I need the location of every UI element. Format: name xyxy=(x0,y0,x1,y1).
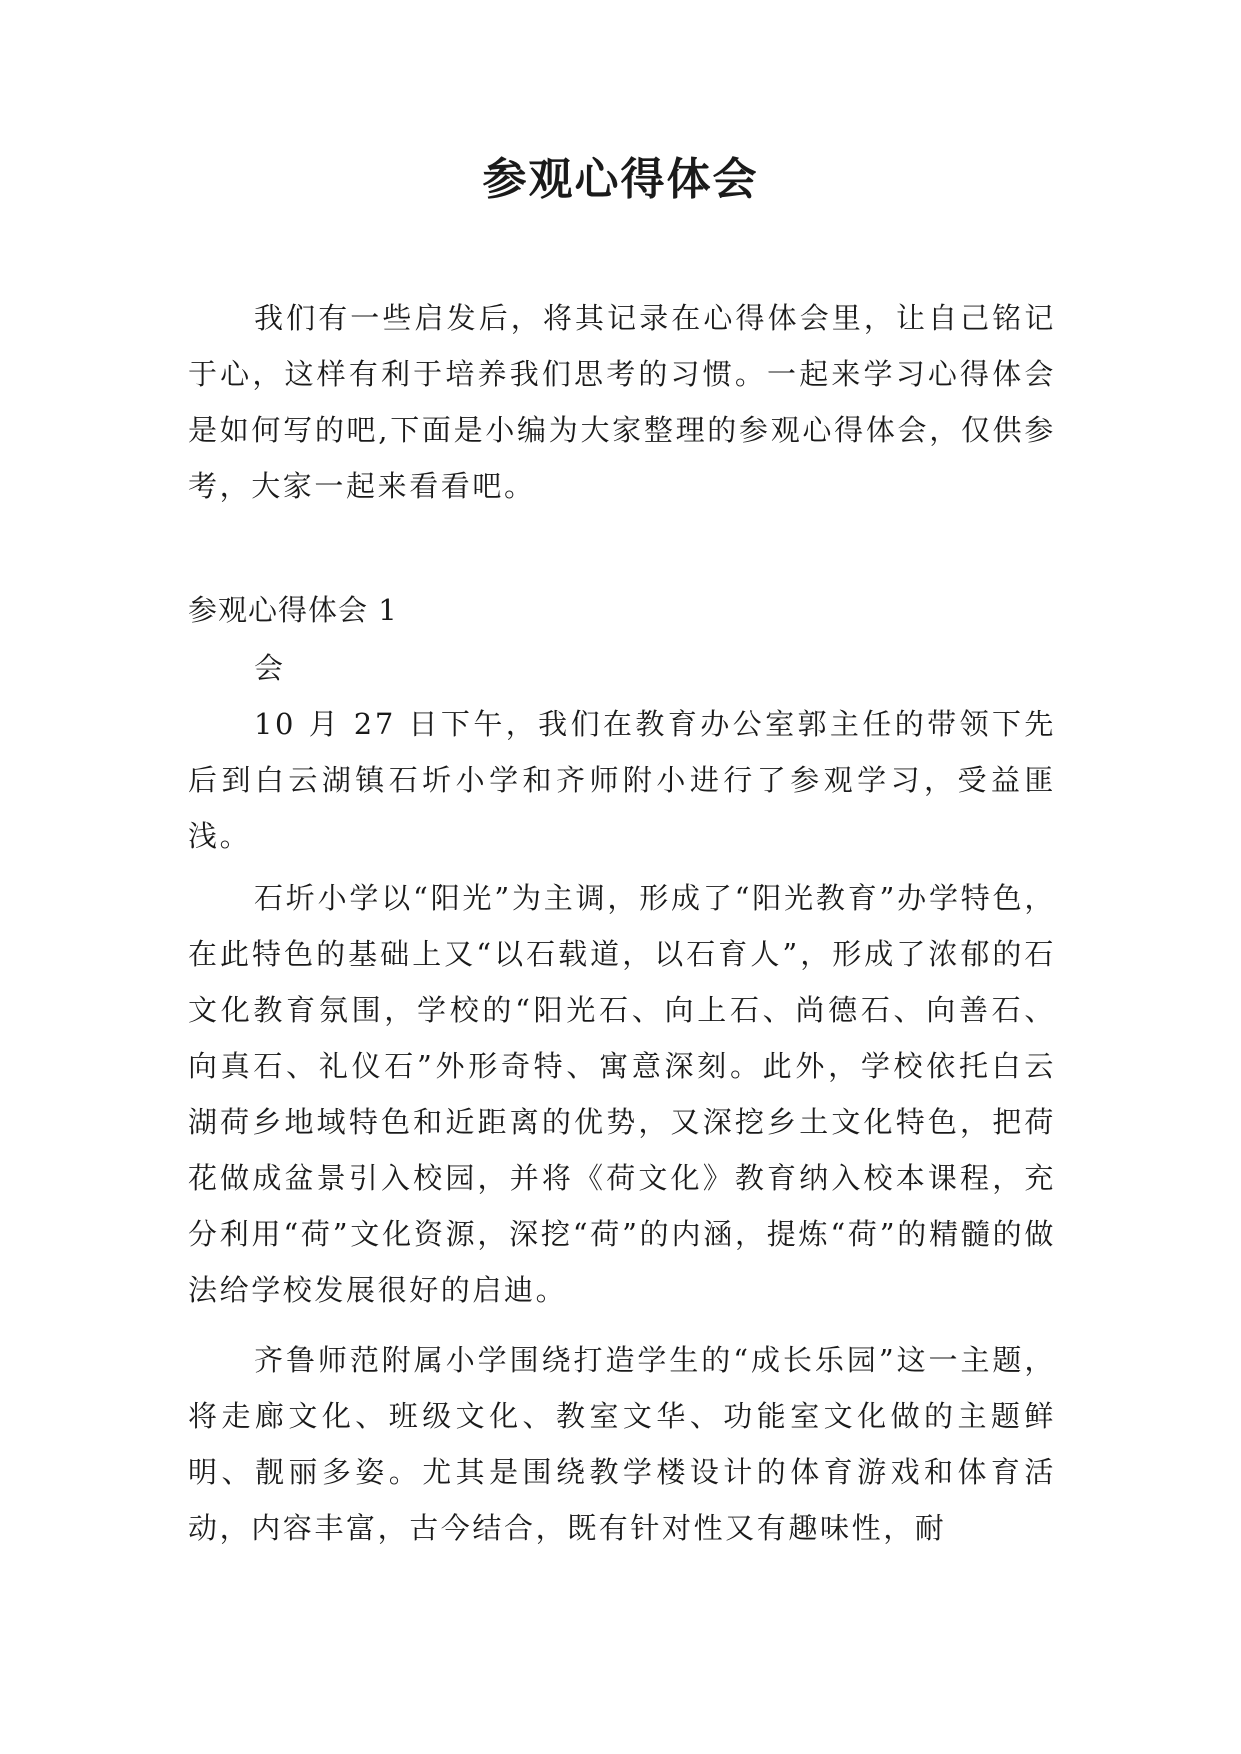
body-paragraph: 石圻小学以“阳光”为主调，形成了“阳光教育”办学特色，在此特色的基础上又“以石载道，以石育人”，形成了浓郁的石文化教育氛围，学校的“阳光石、向上石、尚德石、向善石、向真石、礼仪石”外形奇特、寓意深刻。此外，学校依托白云湖荷乡地域特色和近距离的优势，又深挖乡土文化特色，把荷花做成盆景引入校园，并将《荷文化》教育纳入校本课程，充分利用“荷”文化资源，深挖“荷”的内涵，提炼“荷”的精髓的做法给学校发展很好的启迪。 xyxy=(188,881,1056,1307)
intro-paragraph: 我们有一些启发后，将其记录在心得体会里，让自己铭记于心，这样有利于培养我们思考的习惯。一起来学习心得体会是如何写的吧,下面是小编为大家整理的参观心得体会，仅供参考，大家一起来看看吧。 xyxy=(188,301,1056,503)
body-paragraph: 10 月 27 日下午，我们在教育办公室郭主任的带领下先后到白云湖镇石圻小学和齐师附小进行了参观学习，受益匪浅。 xyxy=(188,707,1056,853)
stray-character: 会 xyxy=(254,651,284,685)
document-title: 参观心得体会 xyxy=(482,154,759,205)
body-paragraph: 齐鲁师范附属小学围绕打造学生的“成长乐园”这一主题，将走廊文化、班级文化、教室文华、功能室文化做的主题鲜明、靓丽多姿。尤其是围绕教学楼设计的体育游戏和体育活动，内容丰富，古今结合，既有针对性又有趣味性，耐 xyxy=(188,1343,1056,1545)
section-heading: 参观心得体会 1 xyxy=(188,593,398,627)
